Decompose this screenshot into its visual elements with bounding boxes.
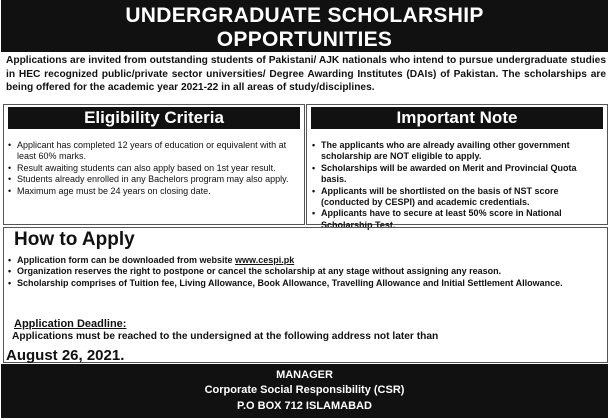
deadline-text: Applications must be reached to the undersigned at the following address not later than (12, 331, 439, 342)
footer-department: Corporate Social Responsibility (CSR) (204, 384, 405, 396)
eligibility-list (8, 140, 302, 197)
apply-item-comprises: • Scholarship comprises of Tuition fee, Living Allowance, Book Allowance, Travelling Allowance and Initial Settlement Allowance. (8, 278, 604, 289)
note-item: • The applicants who are already availing other government scholarship are NOT eligible to apply. (312, 140, 604, 163)
eligibility-item: • Applicant has completed 12 years of education or equivalent with at least 60% marks. (8, 140, 302, 163)
apply-list (8, 255, 604, 289)
note-item: • Applicants will be shortlisted on the basis of NST score (conducted by CESPI) and academic credentials. (312, 186, 604, 209)
header-title-line2: OPPORTUNITIES (216, 28, 393, 51)
eligibility-title: Eligibility Criteria (8, 107, 300, 129)
apply-item-download (8, 255, 604, 266)
website-link[interactable]: www.cespi.pk (235, 255, 295, 265)
apply-item-postpone: • Organization reserves the right to postpone or cancel the scholarship at any stage without assigning any reason. (8, 266, 604, 277)
note-list (312, 140, 604, 231)
header-banner (1, 0, 608, 52)
apply-title: How to Apply (14, 229, 135, 250)
deadline-date: August 26, 2021. (6, 347, 125, 364)
eligibility-item: • Students already enrolled in any Bachelors program may also apply. (8, 174, 302, 185)
note-title: Important Note (311, 107, 603, 129)
eligibility-item: • Maximum age must be 24 years on closing date. (8, 186, 302, 197)
intro-paragraph: Applications are invited from outstanding students of Pakistani/ AJK nationals who intend to pursue undergraduate studies in HEC recognized public/private sector universities/ Degree Awarding Institutes (DAIs) of Pakistan. The scholarships are being offered for the academic year 2021-22 in all areas of study/disciplines. (6, 55, 606, 93)
apply-item-download-text: Application form can be downloaded from website (17, 255, 236, 265)
footer-title: MANAGER (276, 369, 333, 381)
deadline-label: Application Deadline: (14, 318, 127, 330)
note-item: • Applicants have to secure at least 50% score in National Scholarship Test. (312, 208, 604, 231)
footer-address: P.O BOX 712 ISLAMABAD (237, 400, 372, 412)
note-item: • Scholarships will be awarded on Merit and Provincial Quota basis. (312, 163, 604, 186)
header-title-line1: UNDERGRADUATE SCHOLARSHIP (125, 4, 484, 27)
footer-banner (1, 364, 608, 418)
eligibility-item: • Result awaiting students can also apply based on 1st year result. (8, 163, 302, 174)
